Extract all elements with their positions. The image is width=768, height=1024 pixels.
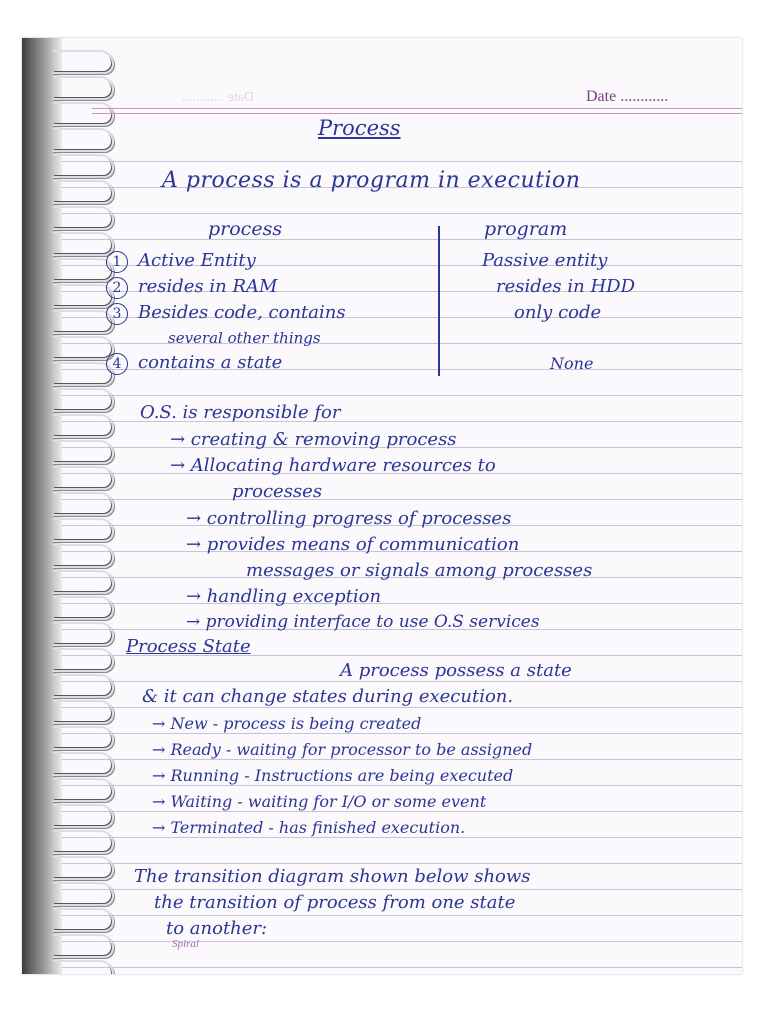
comparison-row [106,250,256,273]
row-process: resides in RAM [138,276,278,297]
row-program: resides in HDD [496,276,636,297]
spiral-coil [52,336,114,360]
state-heading: Process State [126,636,251,657]
spiral-coil [52,154,114,178]
os-item: → handling exception [186,586,382,607]
state-item: → Waiting - waiting for I/O or some event [152,792,487,811]
row-process: contains a state [138,352,283,373]
comparison-divider [438,226,440,376]
row-process: Besides code, contains [138,302,346,323]
header-rule [92,108,742,114]
spiral-coil [52,310,114,334]
row-number: 4 [106,353,128,375]
spiral-coil [52,232,114,256]
state-item: → Running - Instructions are being executed [152,766,514,785]
row-process-continued: several other things [168,329,321,347]
spiral-coil [52,362,114,386]
spiral-coil [52,518,114,542]
spiral-coil [52,492,114,516]
state-intro: A process possess a state [340,660,572,681]
os-item: → providing interface to use O.S services [186,612,540,632]
os-item: → Allocating hardware resources to [170,455,496,476]
spiral-coil [52,752,114,776]
os-item: → controlling progress of processes [186,508,512,529]
row-number: 1 [106,251,128,273]
spiral-coil [52,50,114,74]
spiral-coil [52,804,114,828]
transition-text: to another: [166,918,268,939]
spiral-coil [52,388,114,412]
spiral-coil [52,284,114,308]
comparison-row [106,352,282,375]
spiral-coil [52,674,114,698]
spiral-coil [52,180,114,204]
spiral-coil [52,778,114,802]
row-process: Active Entity [138,250,256,271]
state-intro: & it can change states during execution. [142,686,514,707]
transition-text: The transition diagram shown below shows [134,866,531,887]
state-item: → New - process is being created [152,714,422,733]
spiral-coil [52,258,114,282]
comparison-row [106,276,277,299]
row-number: 3 [106,303,128,325]
spiral-coil [52,908,114,932]
transition-text: the transition of process from one state [154,892,516,913]
page-title: Process [318,116,401,140]
spiral-coil [52,466,114,490]
date-label: Date ............ [586,88,669,105]
spiral-coil [52,830,114,854]
os-item: processes [232,481,323,502]
spiral-coil [52,76,114,100]
row-program: only code [514,302,602,323]
spiral-coil [52,544,114,568]
spiral-coil [52,856,114,880]
spiral-coil [52,934,114,958]
spiral-coil [52,882,114,906]
spiral-coil [52,726,114,750]
row-program: Passive entity [482,250,608,271]
row-program: None [550,354,594,373]
state-item: → Ready - waiting for processor to be assigned [152,740,533,759]
definition: A process is a program in execution [162,168,581,193]
os-item: → provides means of communication [186,534,520,555]
notebook-page [22,38,742,974]
state-item: → Terminated - has finished execution. [152,818,466,837]
row-number: 2 [106,277,128,299]
os-item: messages or signals among processes [246,560,593,581]
spiral-coil [52,648,114,672]
os-intro: O.S. is responsible for [140,402,341,423]
spiral-coil [52,622,114,646]
spiral-coil [52,414,114,438]
comparison-row [106,302,346,325]
spiral-coil [52,102,114,126]
spiral-coil [52,960,114,974]
os-item: → creating & removing process [170,429,457,450]
spiral-coil [52,700,114,724]
spiral-coil [52,570,114,594]
spiral-coil [52,128,114,152]
comparison-header-program: program [484,218,568,240]
date-ghost-text: Date ............ [182,90,254,105]
brand-logo: Spiral [172,938,199,950]
spiral-coil [52,440,114,464]
spiral-coil [52,596,114,620]
spiral-coil [52,206,114,230]
comparison-header-process: process [208,218,283,240]
